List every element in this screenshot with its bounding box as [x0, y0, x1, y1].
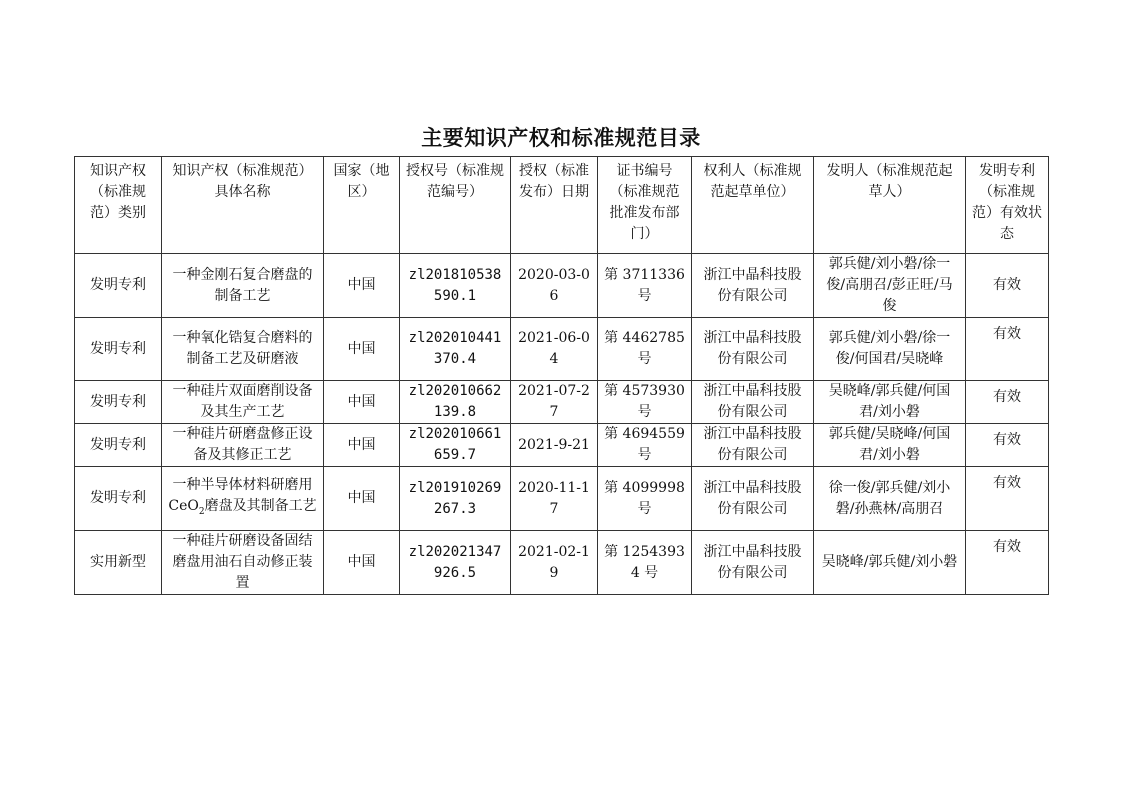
- status-cell: 有效: [966, 254, 1049, 318]
- header-cell: 证书编号（标准规范批准发布部门）: [598, 157, 692, 254]
- status-cell: 有效: [966, 381, 1049, 424]
- cert-cell: 第 4694559 号: [598, 424, 692, 467]
- date-cell: 2021-02-19: [511, 531, 598, 595]
- grant-no-cell: zl202010441370.4: [400, 318, 511, 381]
- grant-no-cell: zl202010662139.8: [400, 381, 511, 424]
- cert-cell: 第 4462785 号: [598, 318, 692, 381]
- status-cell: 有效: [966, 424, 1049, 467]
- holder-cell: 浙江中晶科技股份有限公司: [692, 531, 814, 595]
- holder-cell: 浙江中晶科技股份有限公司: [692, 254, 814, 318]
- holder-cell: 浙江中晶科技股份有限公司: [692, 467, 814, 531]
- inventors-cell: 徐一俊/郭兵健/刘小磐/孙燕林/高朋召: [814, 467, 966, 531]
- header-cell: 知识产权（标准规范）类别: [75, 157, 162, 254]
- cert-cell: 第 3711336 号: [598, 254, 692, 318]
- table-row: [75, 254, 1049, 318]
- ip-catalog-table: [74, 156, 1049, 595]
- cert-cell: 第 4099998 号: [598, 467, 692, 531]
- name-cell: 一种氧化锆复合磨料的制备工艺及研磨液: [162, 318, 324, 381]
- status-cell: 有效: [966, 318, 1049, 381]
- date-cell: 2021-07-27: [511, 381, 598, 424]
- table-row: [75, 424, 1049, 467]
- status-cell: 有效: [966, 531, 1049, 595]
- inventors-cell: 吴晓峰/郭兵健/何国君/刘小磐: [814, 381, 966, 424]
- holder-cell: 浙江中晶科技股份有限公司: [692, 318, 814, 381]
- name-subscript: 2: [198, 506, 205, 517]
- header-cell: 授权（标准发布）日期: [511, 157, 598, 254]
- inventors-cell: 郭兵健/吴晓峰/何国君/刘小磐: [814, 424, 966, 467]
- header-cell: 知识产权（标准规范）具体名称: [162, 157, 324, 254]
- header-cell: 权利人（标准规范起草单位）: [692, 157, 814, 254]
- status-cell: 有效: [966, 467, 1049, 531]
- table-row: [75, 531, 1049, 595]
- header-cell: 发明专利（标准规范）有效状态: [966, 157, 1049, 254]
- name-cell: 一种硅片双面磨削设备及其生产工艺: [162, 381, 324, 424]
- grant-no-cell: zl201810538590.1: [400, 254, 511, 318]
- name-text-post: 磨盘及其制备工艺: [204, 497, 317, 514]
- type-cell: 发明专利: [75, 381, 162, 424]
- header-cell: 发明人（标准规范起草人）: [814, 157, 966, 254]
- cert-cell: 第 4573930 号: [598, 381, 692, 424]
- country-cell: 中国: [324, 467, 400, 531]
- name-cell: [162, 467, 324, 531]
- name-cell: 一种硅片研磨设备固结磨盘用油石自动修正装置: [162, 531, 324, 595]
- cert-cell: 第 12543934 号: [598, 531, 692, 595]
- country-cell: 中国: [324, 531, 400, 595]
- holder-cell: 浙江中晶科技股份有限公司: [692, 381, 814, 424]
- name-cell: 一种硅片研磨盘修正设备及其修正工艺: [162, 424, 324, 467]
- grant-no-cell: zl202010661659.7: [400, 424, 511, 467]
- page-title: 主要知识产权和标准规范目录: [421, 126, 701, 150]
- date-cell: 2021-9-21: [511, 424, 598, 467]
- country-cell: 中国: [324, 424, 400, 467]
- header-cell: 授权号（标准规范编号）: [400, 157, 511, 254]
- country-cell: 中国: [324, 381, 400, 424]
- inventors-cell: 郭兵健/刘小磐/徐一俊/何国君/吴晓峰: [814, 318, 966, 381]
- grant-no-cell: zl201910269267.3: [400, 467, 511, 531]
- name-cell: 一种金刚石复合磨盘的制备工艺: [162, 254, 324, 318]
- table-row: [75, 381, 1049, 424]
- name-text-pre: 一种半导体材料研磨用 CeO: [168, 476, 313, 514]
- date-cell: 2020-11-17: [511, 467, 598, 531]
- date-cell: 2020-03-06: [511, 254, 598, 318]
- holder-cell: 浙江中晶科技股份有限公司: [692, 424, 814, 467]
- type-cell: 发明专利: [75, 467, 162, 531]
- type-cell: 发明专利: [75, 254, 162, 318]
- country-cell: 中国: [324, 254, 400, 318]
- type-cell: 实用新型: [75, 531, 162, 595]
- date-cell: 2021-06-04: [511, 318, 598, 381]
- table-row: [75, 318, 1049, 381]
- type-cell: 发明专利: [75, 424, 162, 467]
- type-cell: 发明专利: [75, 318, 162, 381]
- header-row: [75, 157, 1049, 254]
- table-row: [75, 467, 1049, 531]
- country-cell: 中国: [324, 318, 400, 381]
- inventors-cell: 郭兵健/刘小磐/徐一俊/高朋召/彭正旺/马俊: [814, 254, 966, 318]
- header-cell: 国家（地区）: [324, 157, 400, 254]
- inventors-cell: 吴晓峰/郭兵健/刘小磐: [814, 531, 966, 595]
- grant-no-cell: zl202021347926.5: [400, 531, 511, 595]
